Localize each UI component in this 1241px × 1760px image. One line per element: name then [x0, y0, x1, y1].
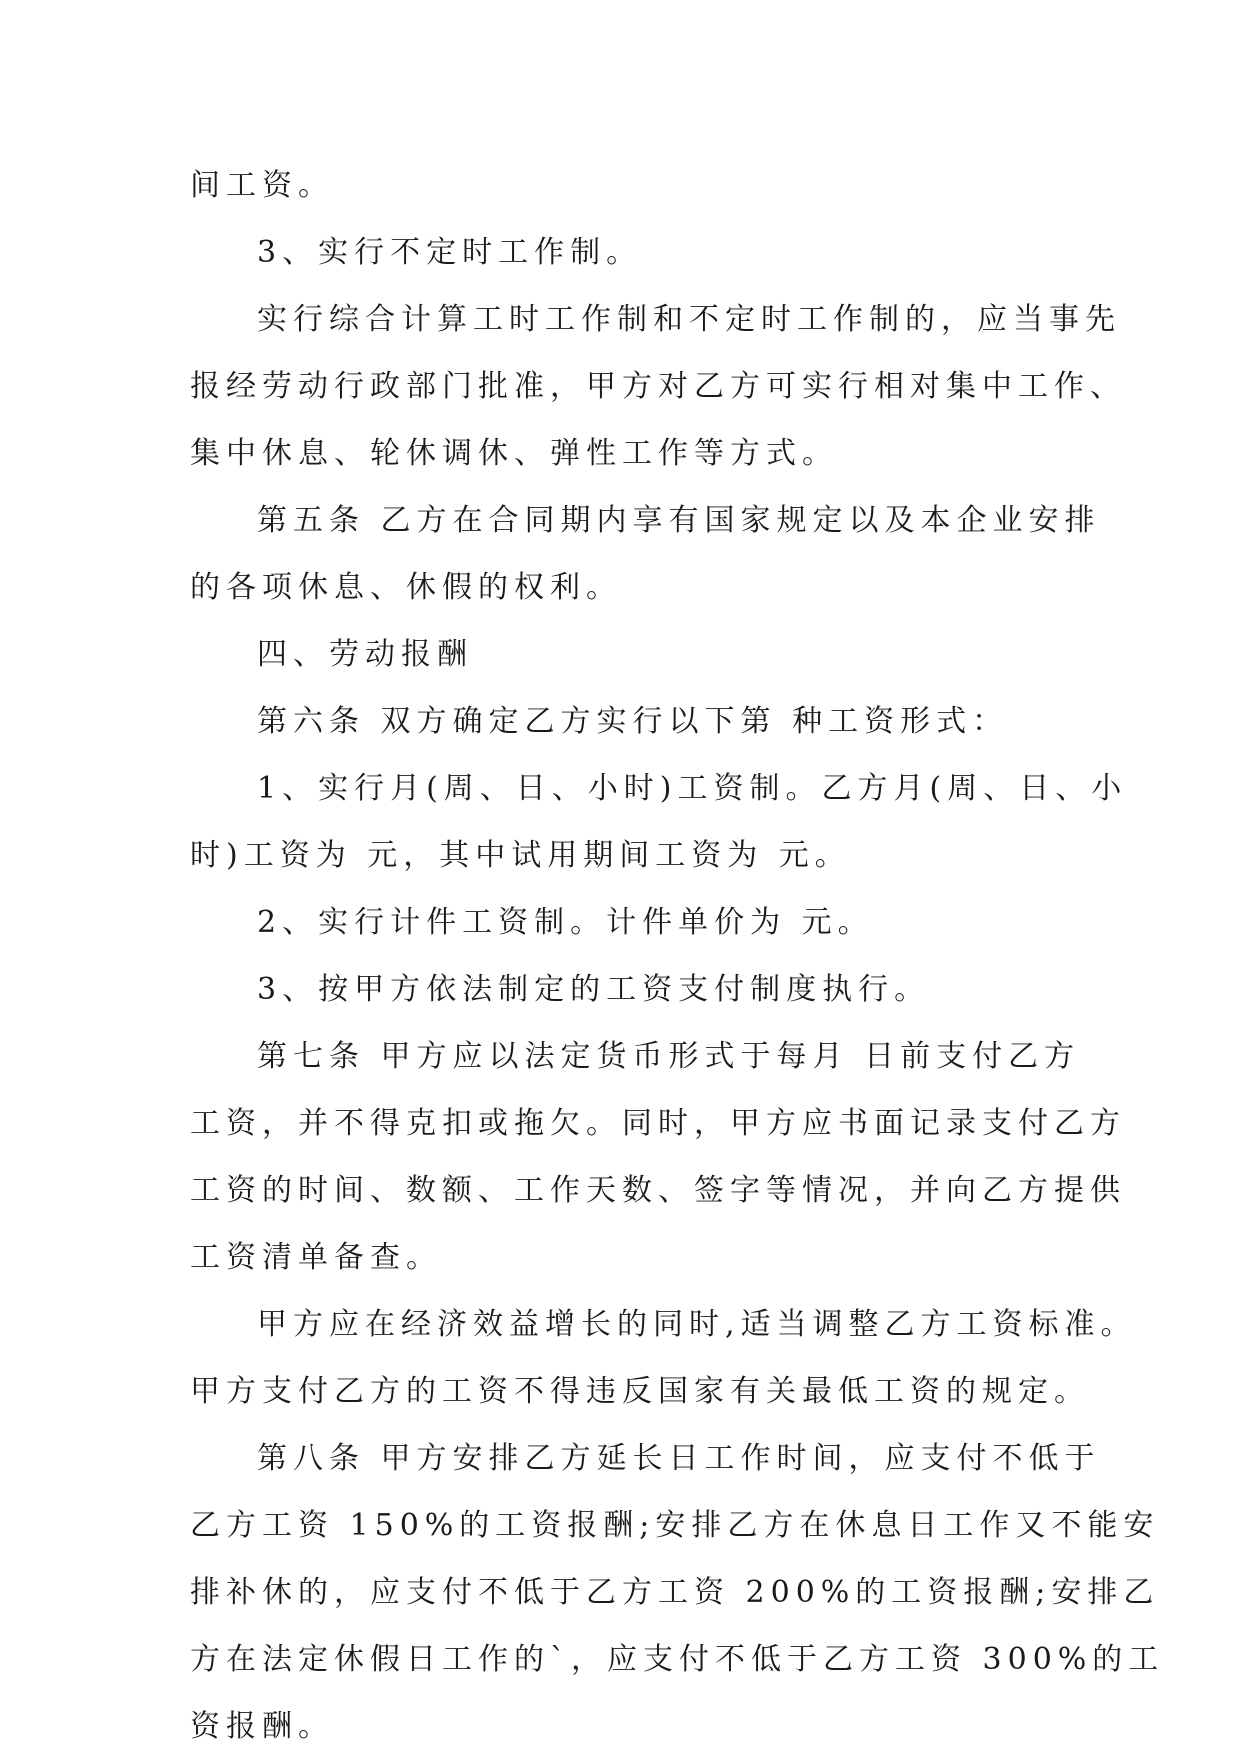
- text-line: 集中休息、轮休调休、弹性工作等方式。: [190, 436, 838, 471]
- text-line: 乙方工资 150%的工资报酬;安排乙方在休息日工作又不能安: [190, 1508, 1160, 1543]
- text-line: 工资，并不得克扣或拖欠。同时，甲方应书面记录支付乙方: [190, 1106, 1126, 1141]
- text-line: 工资的时间、数额、工作天数、签字等情况，并向乙方提供: [190, 1173, 1126, 1208]
- text-line: 排补休的，应支付不低于乙方工资 200%的工资报酬;安排乙: [190, 1575, 1160, 1610]
- text-line: 2、实行计件工资制。计件单价为 元。: [257, 905, 874, 940]
- text-line: 工资清单备查。: [190, 1240, 442, 1275]
- text-line: 第七条 甲方应以法定货币形式于每月 日前支付乙方: [257, 1039, 1081, 1074]
- text-line: 间工资。: [190, 168, 334, 203]
- text-line: 的各项休息、休假的权利。: [190, 570, 622, 605]
- text-line: 第五条 乙方在合同期内享有国家规定以及本企业安排: [257, 503, 1101, 538]
- text-line: 1、实行月(周、日、小时)工资制。乙方月(周、日、小: [257, 771, 1128, 806]
- document-body: [190, 152, 1165, 1760]
- text-line: 3、实行不定时工作制。: [257, 235, 643, 270]
- text-line: 资报酬。: [190, 1709, 334, 1744]
- text-line: 3、按甲方依法制定的工资支付制度执行。: [257, 972, 931, 1007]
- text-line: 方在法定休假日工作的`，应支付不低于乙方工资 300%的工: [190, 1642, 1165, 1677]
- text-line: 报经劳动行政部门批准，甲方对乙方可实行相对集中工作、: [190, 369, 1126, 404]
- text-line: 甲方应在经济效益增长的同时,适当调整乙方工资标准。: [257, 1307, 1137, 1342]
- text-line: 第八条 甲方安排乙方延长日工作时间，应支付不低于: [257, 1441, 1101, 1476]
- text-line: 第六条 双方确定乙方实行以下第 种工资形式：: [257, 704, 1009, 739]
- section-heading: 四、劳动报酬: [257, 637, 473, 672]
- text-line: 实行综合计算工时工作制和不定时工作制的，应当事先: [257, 302, 1121, 337]
- text-line: 时)工资为 元，其中试用期间工资为 元。: [190, 838, 851, 873]
- text-line: 甲方支付乙方的工资不得违反国家有关最低工资的规定。: [190, 1374, 1090, 1409]
